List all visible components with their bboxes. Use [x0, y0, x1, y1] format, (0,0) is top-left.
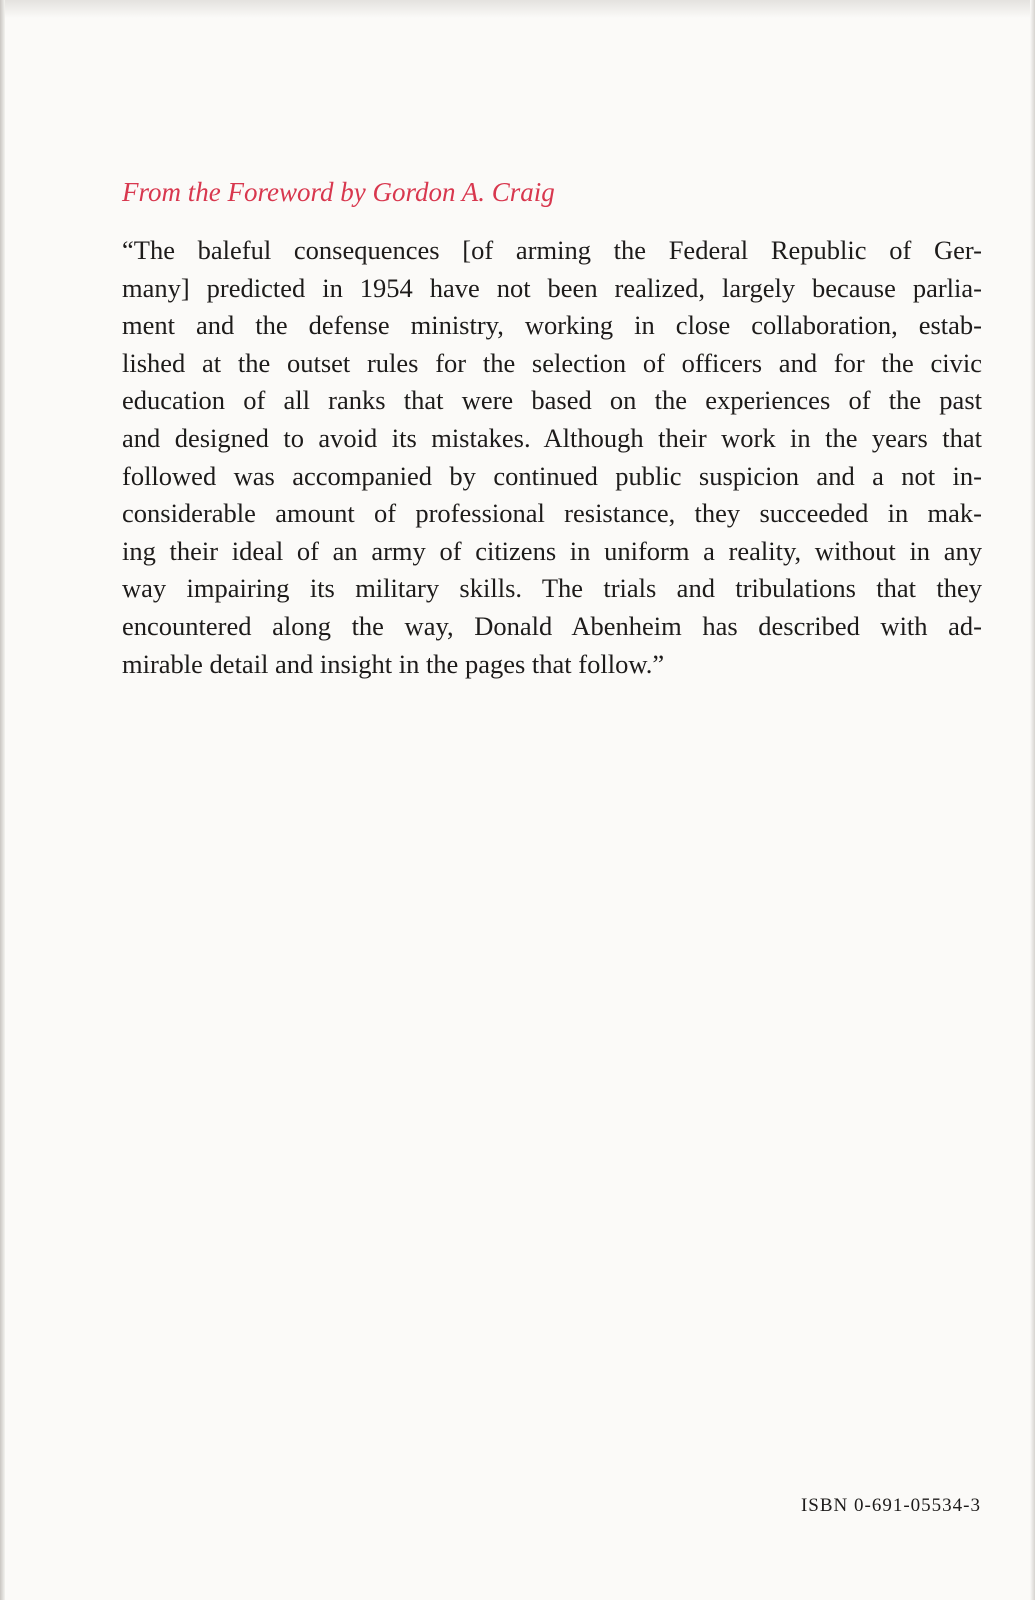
- foreword-heading: From the Foreword by Gordon A. Craig: [122, 177, 555, 207]
- quote-line: many] predicted in 1954 have not been realized, largely because parlia-: [122, 272, 982, 303]
- quote-line: considerable amount of professional resistance, they succeeded in mak-: [122, 498, 982, 529]
- quote-line: mirable detail and insight in the pages that follow.”: [122, 648, 665, 679]
- quote-line: “The baleful consequences [of arming the Federal Republic of Ger-: [122, 235, 982, 265]
- quote-line: lished at the outset rules for the selection of officers and for the civic: [122, 347, 982, 378]
- quote-line: ing their ideal of an army of citizens in uniform a reality, without in any: [122, 535, 982, 566]
- isbn-number: ISBN 0-691-05534-3: [800, 1495, 981, 1516]
- quote-line: and designed to avoid its mistakes. Although their work in the years that: [122, 422, 982, 453]
- left-edge-shadow: [0, 0, 5, 1600]
- quote-line: followed was accompanied by continued public suspicion and a not in-: [122, 460, 982, 491]
- top-edge-shadow: [0, 0, 1035, 18]
- quote-line: encountered along the way, Donald Abenheim has described with ad-: [122, 610, 982, 641]
- quote-line: ment and the defense ministry, working in close collaboration, estab-: [122, 310, 982, 341]
- foreword-quote: [122, 232, 982, 683]
- quote-line: way impairing its military skills. The trials and tribulations that they: [122, 573, 982, 604]
- right-edge-shadow: [1030, 0, 1035, 1600]
- quote-line: education of all ranks that were based on the experiences of the past: [122, 385, 982, 416]
